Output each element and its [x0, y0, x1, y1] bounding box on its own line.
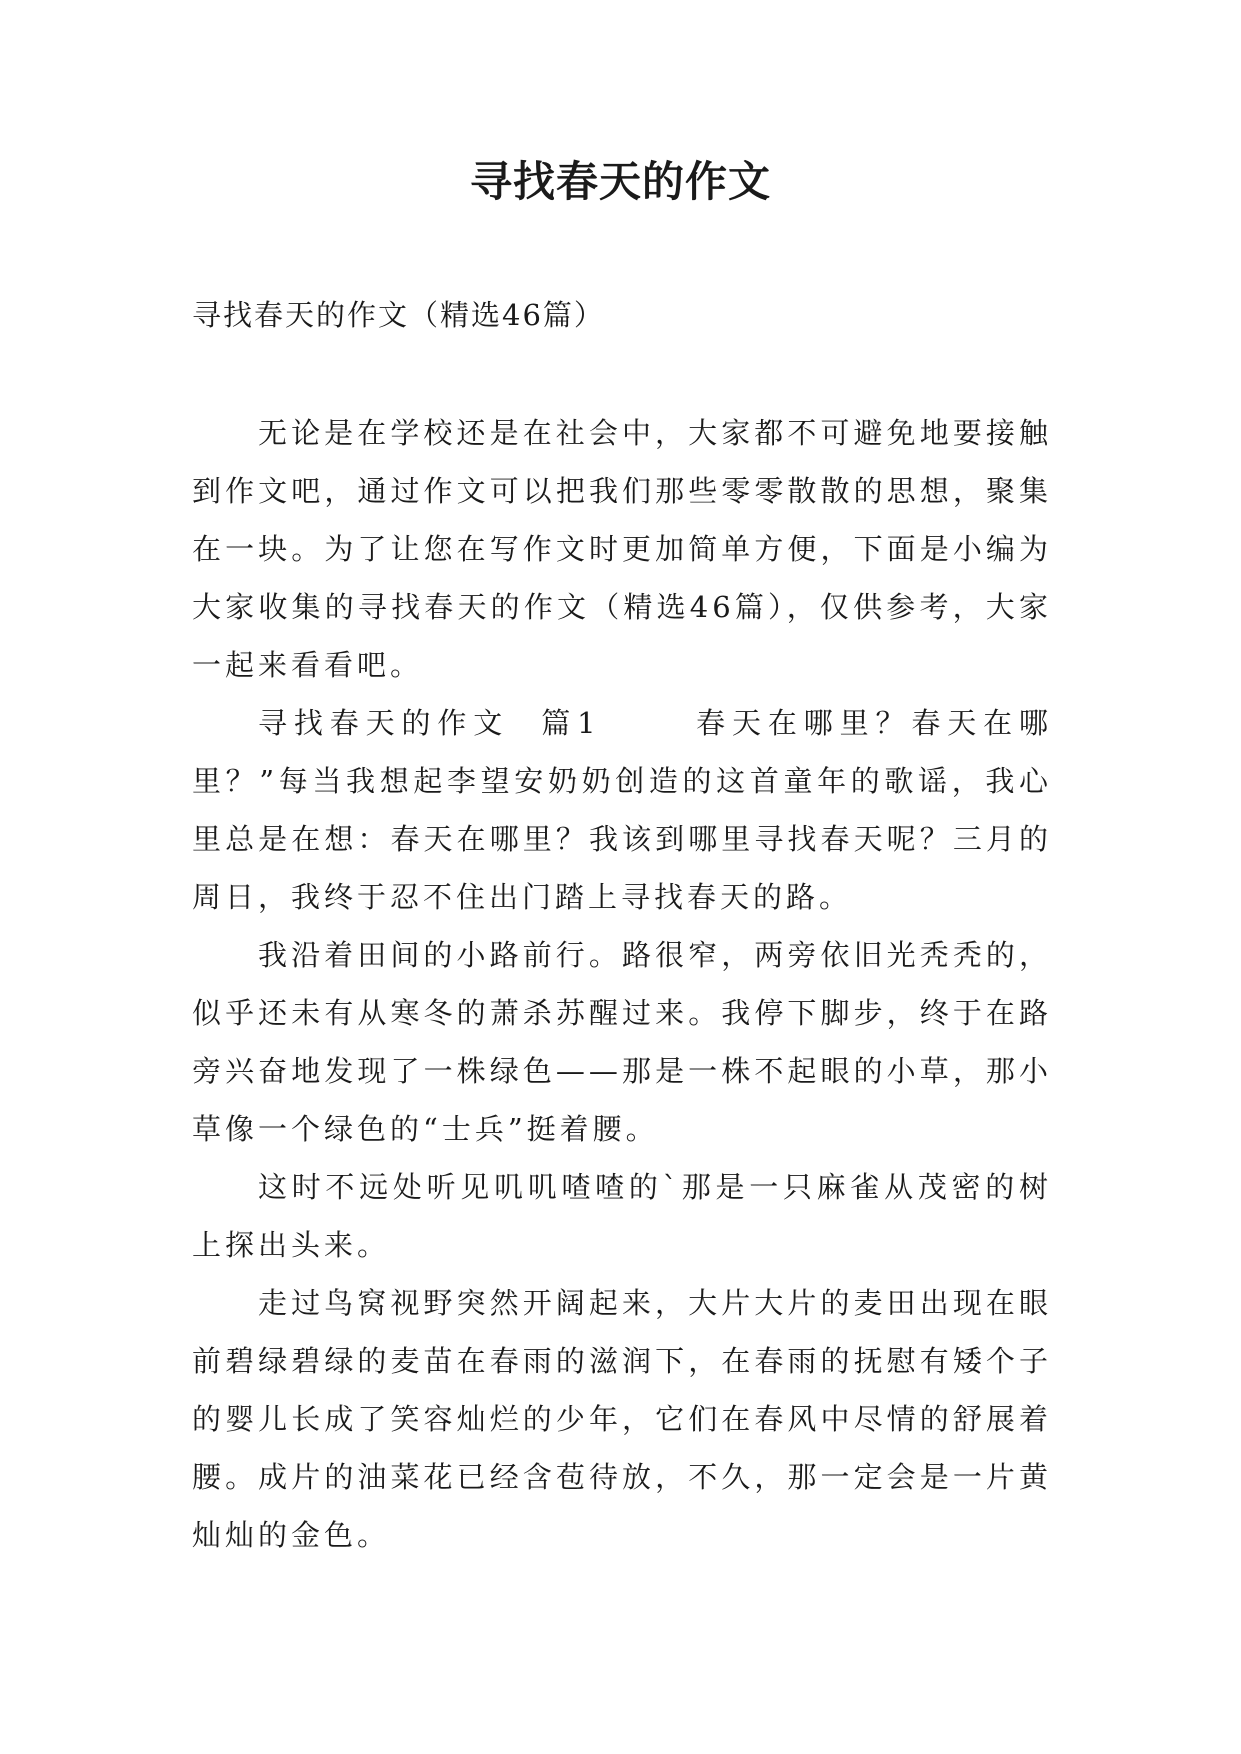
- paragraph-2: 我沿着田间的小路前行。路很窄，两旁依旧光秃秃的，似乎还未有从寒冬的萧杀苏醒过来。我停下脚步，终于在路旁兴奋地发现了一株绿色——那是一株不起眼的小草，那小草像一个绿色的“士兵”挺着腰。: [192, 938, 1052, 1146]
- paragraph-3: 这时不远处听见叽叽喳喳的`那是一只麻雀从茂密的树上探出头来。: [192, 1170, 1052, 1262]
- document-subtitle: 寻找春天的作文（精选46篇）: [192, 298, 605, 332]
- paragraph-4: 走过鸟窝视野突然开阔起来，大片大片的麦田出现在眼前碧绿碧绿的麦苗在春雨的滋润下，在春雨的抚慰有矮个子的婴儿长成了笑容灿烂的少年，它们在春风中尽情的舒展着腰。成片的油菜花已经含苞待放，不久，那一定会是一片黄灿灿的金色。: [192, 1286, 1052, 1552]
- document-title: 寻找春天的作文: [469, 157, 771, 206]
- paragraph-1: 寻找春天的作文 篇1 春天在哪里？春天在哪里？”每当我想起李望安奶奶创造的这首童年的歌谣，我心里总是在想：春天在哪里？我该到哪里寻找春天呢？三月的周日，我终于忍不住出门踏上寻找春天的路。: [192, 706, 1052, 914]
- document-body: [192, 404, 1052, 1564]
- paragraph-intro: 无论是在学校还是在社会中，大家都不可避免地要接触到作文吧，通过作文可以把我们那些零零散散的思想，聚集在一块。为了让您在写作文时更加简单方便，下面是小编为大家收集的寻找春天的作文（精选46篇），仅供参考，大家一起来看看吧。: [192, 416, 1052, 682]
